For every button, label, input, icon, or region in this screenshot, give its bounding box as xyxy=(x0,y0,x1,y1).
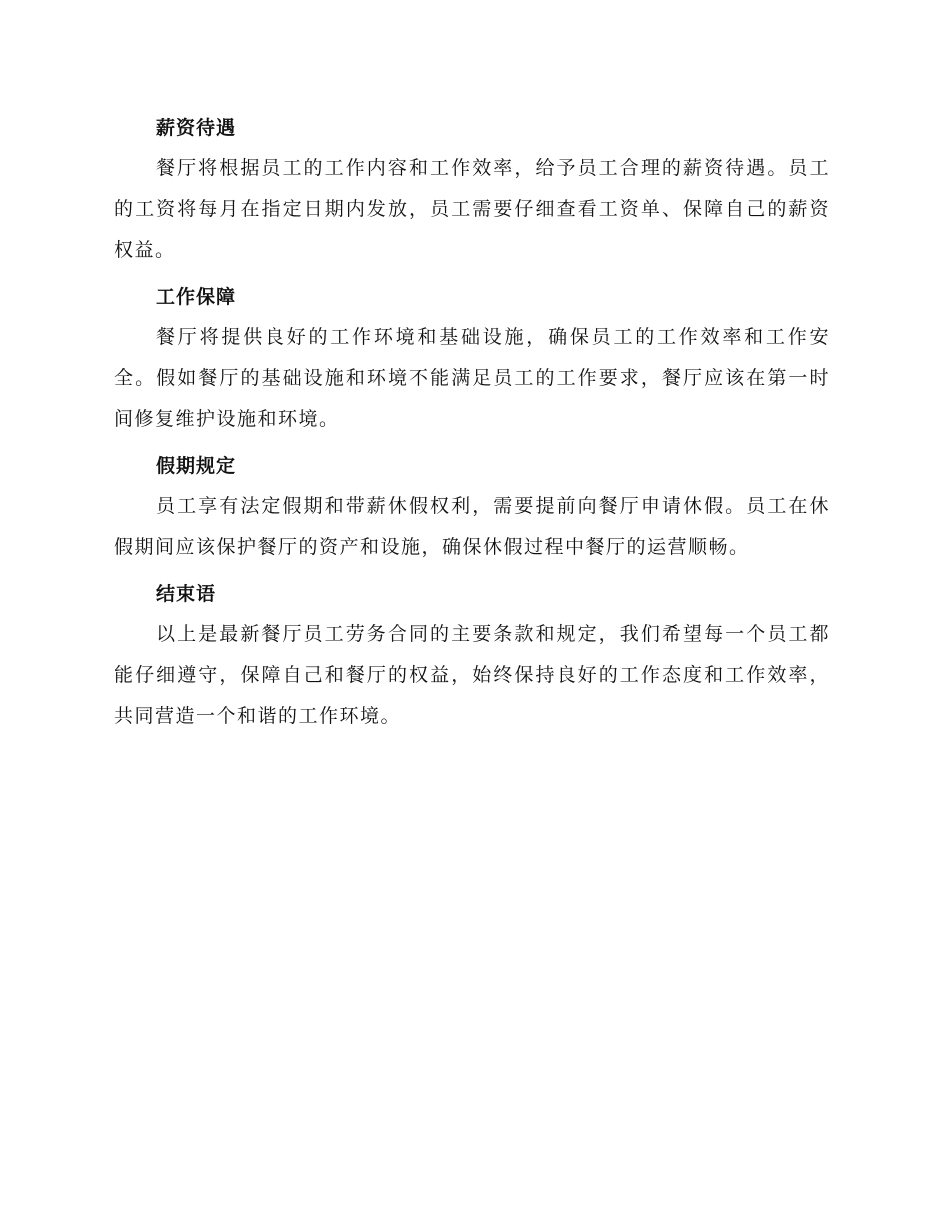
section-heading: 假期规定 xyxy=(156,455,237,477)
section-work-guarantee xyxy=(114,277,830,440)
section-conclusion xyxy=(114,574,830,737)
section-heading: 结束语 xyxy=(156,583,217,605)
section-paragraph: 餐厅将提供良好的工作环境和基础设施，确保员工的工作效率和工作安全。假如餐厅的基础设施和环境不能满足员工的工作要求，餐厅应该在第一时间修复维护设施和环境。 xyxy=(114,326,830,430)
section-paragraph: 员工享有法定假期和带薪休假权利，需要提前向餐厅申请休假。员工在休假期间应该保护餐厅的资产和设施，确保休假过程中餐厅的运营顺畅。 xyxy=(114,495,830,558)
section-salary xyxy=(114,108,830,271)
document-page xyxy=(114,108,830,743)
section-leave-rules xyxy=(114,446,830,568)
section-heading: 薪资待遇 xyxy=(156,117,237,139)
section-heading: 工作保障 xyxy=(156,286,237,308)
section-paragraph: 以上是最新餐厅员工劳务合同的主要条款和规定，我们希望每一个员工都能仔细遵守，保障自己和餐厅的权益，始终保持良好的工作态度和工作效率，共同营造一个和谐的工作环境。 xyxy=(114,623,830,727)
section-paragraph: 餐厅将根据员工的工作内容和工作效率，给予员工合理的薪资待遇。员工的工资将每月在指定日期内发放，员工需要仔细查看工资单、保障自己的薪资权益。 xyxy=(114,157,830,261)
